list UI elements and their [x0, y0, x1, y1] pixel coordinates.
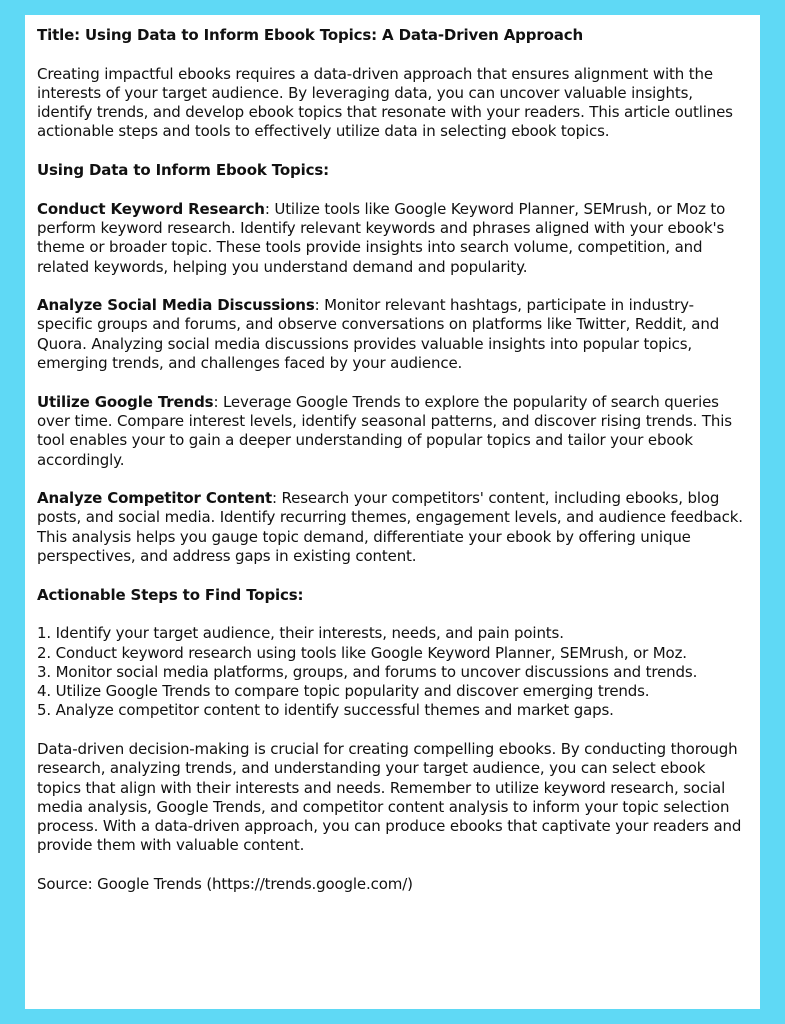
- item-label: Analyze Competitor Content: [37, 489, 273, 508]
- item-social-media: [37, 296, 748, 373]
- step-item: 4. Utilize Google Trends to compare topic popularity and discover emerging trends.: [37, 682, 650, 701]
- article-card: [25, 15, 760, 1009]
- item-competitor-content: [37, 489, 748, 566]
- item-label: Utilize Google Trends: [37, 392, 214, 411]
- source-line: Source: Google Trends (https://trends.google.com/): [37, 875, 413, 894]
- conclusion-paragraph: Data-driven decision-making is crucial for creating compelling ebooks. By conducting thorough research, analyzing trends, and understanding your target audience, you can select ebook topics that align with their interests and needs. Remember to utilize keyword research, social media analysis, Google Trends, and competitor content analysis to inform your topic selection process. With a data-driven approach, you can produce ebooks that captivate your readers and provide them with valuable content.: [37, 739, 742, 855]
- step-item: 1. Identify your target audience, their interests, needs, and pain points.: [37, 624, 564, 643]
- step-item: 3. Monitor social media platforms, groups, and forums to uncover discussions and trends.: [37, 662, 698, 681]
- step-item: 2. Conduct keyword research using tools like Google Keyword Planner, SEMrush, or Moz.: [37, 643, 687, 662]
- article-title: Title: Using Data to Inform Ebook Topics: A Data-Driven Approach: [37, 26, 583, 44]
- intro-paragraph: Creating impactful ebooks requires a data-driven approach that ensures alignment with the interests of your target audience. By leveraging data, you can uncover valuable insights, identify trends, and develop ebook topics that resonate with your readers. This article outlines actionable steps and tools to effectively utilize data in selecting ebook topics.: [37, 64, 733, 141]
- section-heading-steps: Actionable Steps to Find Topics:: [37, 585, 304, 604]
- item-label: Conduct Keyword Research: [37, 199, 265, 218]
- item-text: : Research your competitors' content, including ebooks, blog posts, and social media. Identify recurring themes, engagement levels, and audience feedback. This analysis helps you gauge topic demand, differentiate your ebook by offering unique perspectives, and address gaps in existing content.: [37, 489, 743, 566]
- step-item: 5. Analyze competitor content to identify successful themes and market gaps.: [37, 701, 614, 720]
- item-text: : Monitor relevant hashtags, participate in industry-specific groups and forums, and observe conversations on platforms like Twitter, Reddit, and Quora. Analyzing social media discussions provides valuable insights into popular topics, emerging trends, and challenges faced by your audience.: [37, 296, 720, 373]
- item-label: Analyze Social Media Discussions: [37, 296, 315, 315]
- section-heading-data: Using Data to Inform Ebook Topics:: [37, 161, 329, 180]
- item-text: : Leverage Google Trends to explore the popularity of search queries over time. Compare interest levels, identify seasonal patterns, and discover rising trends. This tool enables your to gain a deeper understanding of popular topics and tailor your ebook accordingly.: [37, 392, 732, 469]
- item-google-trends: [37, 393, 748, 470]
- item-text: : Utilize tools like Google Keyword Planner, SEMrush, or Moz to perform keyword research. Identify relevant keywords and phrases aligned with your ebook's theme or broader topic. These tools provide insights into search volume, competition, and related keywords, helping you understand demand and popularity.: [37, 199, 726, 276]
- item-keyword-research: [37, 200, 748, 277]
